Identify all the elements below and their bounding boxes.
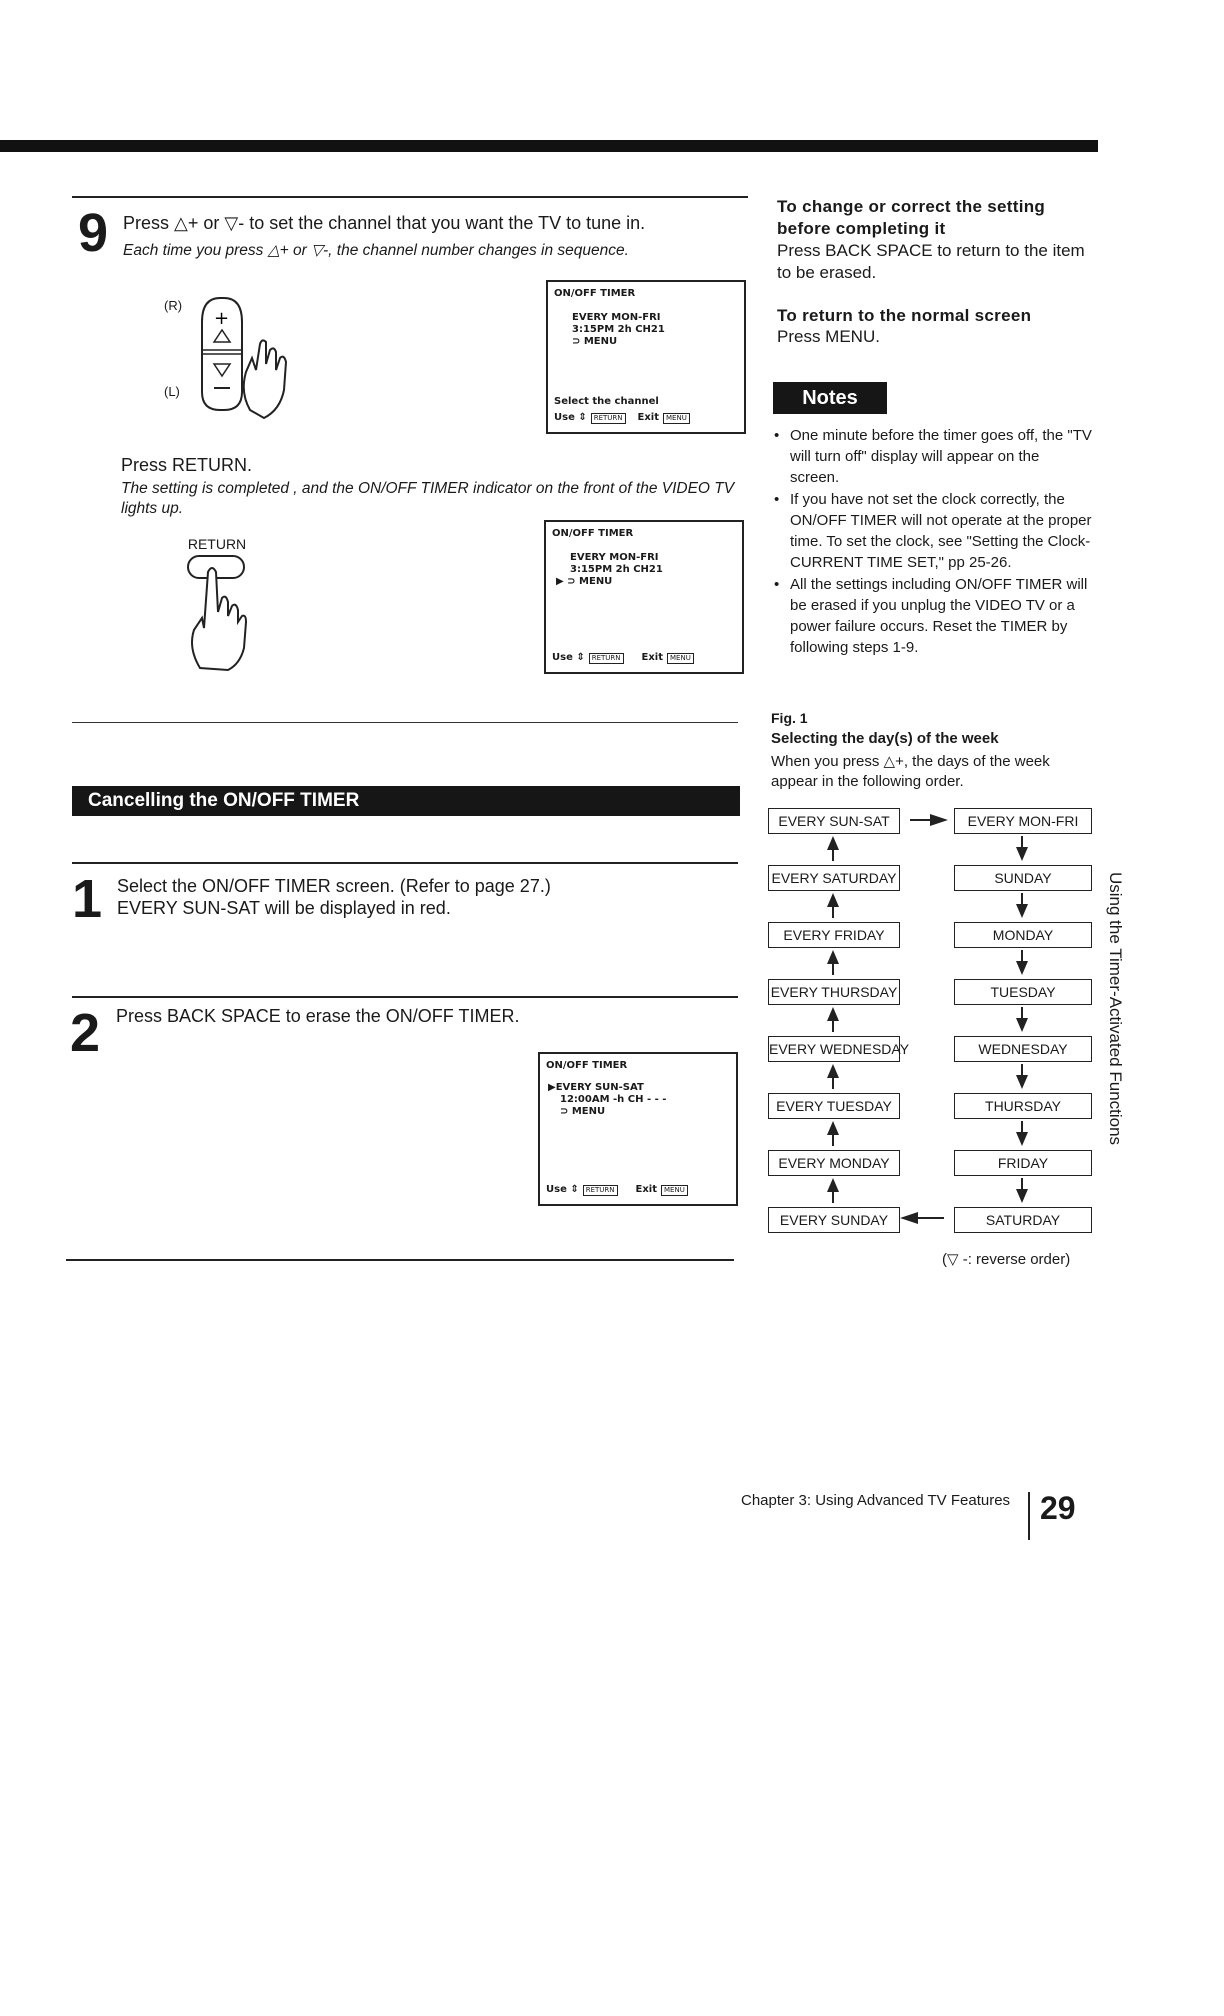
step9-text: Press △+ or ▽- to set the channel that you want the TV to tune in. [123,213,646,233]
osd-exit-label: Exit [637,412,660,423]
cancel-step2-number: 2 [70,1003,101,1063]
chapter-footer: Chapter 3: Using Advanced TV Features [741,1492,1011,1509]
osd-exit-label: Exit [641,652,664,663]
osd-title: ON/OFF TIMER [554,288,636,299]
osd-line: 3:15PM 2h CH21 [570,564,663,575]
return-button-label: RETURN [187,536,247,552]
note-item: • One minute before the timer goes off, the "TV will turn off" display will appear on the screen. [774,427,1092,486]
osd-line: EVERY MON-FRI [572,312,661,323]
day-box-left: EVERY MONDAY [768,1150,900,1176]
down-arrow-icon [1016,1132,1028,1146]
return-key-icon: RETURN [591,413,626,424]
up-arrow-icon [827,950,839,964]
step9-rule [72,196,748,198]
day-box-right: WEDNESDAY [954,1036,1092,1062]
cancel-step1-line1: Select the ON/OFF TIMER screen. (Refer to page 27.) [117,876,551,896]
down-arrow-icon [1016,961,1028,975]
remote-r-label: (R) [164,298,183,313]
change-setting-body: Press BACK SPACE to return to the item to be erased. [777,241,1085,282]
down-arrow-icon [1016,1189,1028,1203]
cancel-step1-number: 1 [72,869,103,929]
day-box-left: EVERY SATURDAY [768,865,900,891]
note-item: • If you have not set the clock correctly, the ON/OFF TIMER will not operate at the proper time. To set the clock, see "Setting the Clock-CURRENT TIME SET," pp 25-26. [774,491,1092,571]
up-arrow-icon [827,1121,839,1135]
step9-subtext: Each time you press △+ or ▽-, the channel number changes in sequence. [123,242,629,259]
day-box-right: THURSDAY [954,1093,1092,1119]
osd-line: ⊃ MENU [560,1106,606,1117]
day-box-right: SATURDAY [954,1207,1092,1233]
reverse-order-note: (▽ -: reverse order) [942,1251,1071,1268]
osd-use-label: Use ⇕ [554,412,587,423]
step9-number: 9 [78,203,109,263]
day-box-right: MONDAY [954,922,1092,948]
cancel-step2-rule [72,996,738,998]
channel-buttons-icon [190,292,332,422]
down-arrow-icon [1016,847,1028,861]
day-box-left: EVERY FRIDAY [768,922,900,948]
cancel-step1-line2: EVERY SUN-SAT will be displayed in red. [117,898,451,918]
osd-title: ON/OFF TIMER [546,1060,628,1071]
note-item: • All the settings including ON/OFF TIMER will be erased if you unplug the VIDEO TV or a power failure occurs. Reset the TIMER by following steps 1-9. [774,576,1088,656]
day-box-left: EVERY SUN-SAT [768,808,900,834]
change-setting-heading: To change or correct the setting before completing it [777,197,1046,238]
top-rule [0,140,1098,152]
osd-screen-return [544,520,744,674]
day-box-right: FRIDAY [954,1150,1092,1176]
up-arrow-icon [827,893,839,907]
day-box-right: TUESDAY [954,979,1092,1005]
fig-label: Fig. 1 [771,710,808,726]
page-number: 29 [1040,1490,1076,1526]
up-arrow-icon [827,836,839,850]
osd-screen-cancel [538,1052,738,1206]
osd-line: 12:00AM -h CH - - - [560,1094,667,1105]
notes-banner: Notes [773,382,887,414]
svg-text:+: + [214,308,230,329]
fig-body: When you press △+, the days of the week appear in the following order. [771,753,1050,790]
down-arrow-icon [1016,1018,1028,1032]
osd-screen-step9 [546,280,746,434]
side-tab-label: Using the Timer-Activated Functions [1106,872,1125,1146]
down-arrow-icon [1016,904,1028,918]
bottom-divider [66,1259,734,1261]
up-arrow-icon [827,1007,839,1021]
osd-use-label: Use ⇕ [552,652,585,663]
day-box-right: SUNDAY [954,865,1092,891]
down-arrow-icon [1016,1075,1028,1089]
osd-use-label: Use ⇕ [546,1184,579,1195]
up-arrow-icon [827,1178,839,1192]
osd-line: ⊃ MENU [572,336,618,347]
up-arrow-icon [827,1064,839,1078]
press-return-text: Press RETURN. [121,455,253,475]
menu-key-icon: MENU [661,1185,688,1196]
return-button-illustration [182,536,272,677]
day-box-left: EVERY TUESDAY [768,1093,900,1119]
menu-key-icon: MENU [667,653,694,664]
footer-divider [1028,1492,1030,1540]
normal-screen-heading: To return to the normal screen [777,306,1032,325]
cancel-section-banner: Cancelling the ON/OFF TIMER [72,786,740,816]
day-order-diagram [764,806,1100,1246]
day-box-left: EVERY SUNDAY [768,1207,900,1233]
press-return-subtext: The setting is completed , and the ON/OFF TIMER indicator on the front of the VIDEO TV lights up. [121,480,735,517]
hand-press-icon [182,552,262,672]
day-box-left: EVERY THURSDAY [768,979,900,1005]
cancel-step2-text: Press BACK SPACE to erase the ON/OFF TIMER. [116,1006,520,1026]
day-box-right: EVERY MON-FRI [954,808,1092,834]
menu-key-icon: MENU [663,413,690,424]
cancel-step1-rule [72,862,738,864]
normal-screen-body: Press MENU. [777,327,880,346]
osd-line: EVERY MON-FRI [570,552,659,563]
osd-line: ▶EVERY SUN-SAT [548,1082,644,1093]
remote-l-label: (L) [164,384,180,399]
osd-line: ▶ ⊃ MENU [556,576,613,587]
osd-line: 3:15PM 2h CH21 [572,324,665,335]
osd-instruction: Select the channel [554,396,659,407]
fig-heading: Selecting the day(s) of the week [771,730,999,747]
notes-list [774,425,1092,658]
osd-exit-label: Exit [635,1184,658,1195]
day-box-left: EVERY WEDNESDAY [768,1036,900,1062]
return-key-icon: RETURN [583,1185,618,1196]
osd-title: ON/OFF TIMER [552,528,634,539]
remote-illustration [162,292,332,422]
return-key-icon: RETURN [589,653,624,664]
section-divider [72,722,738,723]
